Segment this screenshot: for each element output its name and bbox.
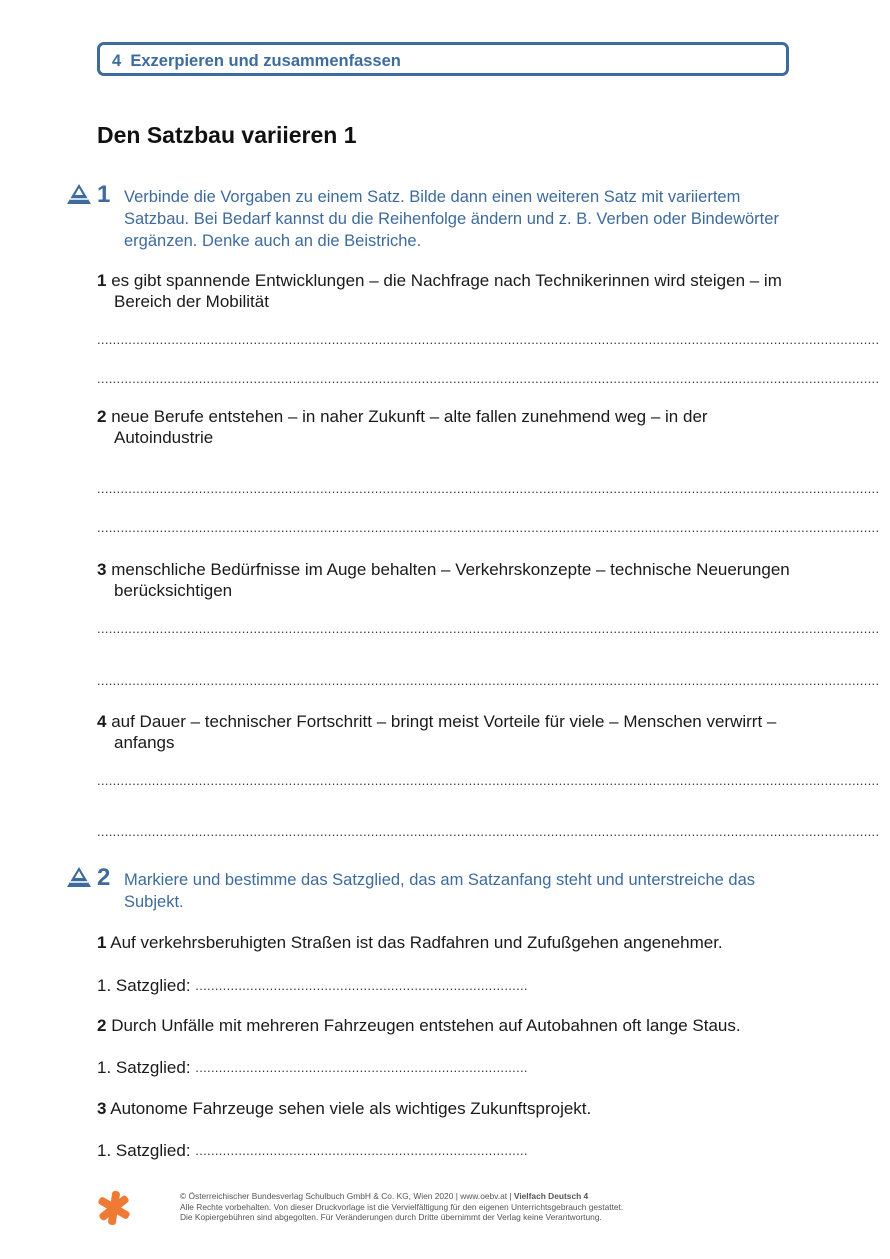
task-2-instruction: Markiere und bestimme das Satzglied, das am Satzanfang steht und unterstreiche das Subjekt. xyxy=(124,871,756,911)
satzglied-answer-1 xyxy=(97,975,528,996)
item-text: es gibt spannende Entwicklungen – die Nachfrage nach Technikerinnen wird steigen – im Bereich der Mobilität xyxy=(111,271,782,311)
level-triangle-icon xyxy=(66,866,92,888)
item-text: Durch Unfälle mit mehreren Fahrzeugen entstehen auf Autobahnen oft lange Staus. xyxy=(111,1016,741,1035)
chapter-number: 4 xyxy=(112,52,122,70)
task-2-number: 2 xyxy=(97,864,111,891)
answer-line[interactable]: ........................................................................................................................................................................................................ xyxy=(97,673,880,688)
satzglied-label: 1. Satzglied: xyxy=(97,976,191,995)
task-2-item-2 xyxy=(97,1015,797,1036)
item-number: 2 xyxy=(97,407,107,426)
item-text: Auf verkehrsberuhigten Straßen ist das Radfahren und Zufußgehen angenehmer. xyxy=(110,933,723,952)
footer-book-title: Vielfach Deutsch 4 xyxy=(513,1191,589,1201)
footer-copyright: © Österreichischer Bundesverlag Schulbuch GmbH & Co. KG, Wien 2020 | www.oebv.at | xyxy=(180,1191,512,1201)
answer-line[interactable]: ........................................................................................................................................................................................................ xyxy=(97,824,880,839)
item-number: 4 xyxy=(97,712,107,731)
satzglied-answer-3 xyxy=(97,1140,528,1161)
satzglied-answer-2 xyxy=(97,1057,528,1078)
item-number: 1 xyxy=(97,271,107,290)
task-1-item-1 xyxy=(97,270,797,312)
satzglied-label: 1. Satzglied: xyxy=(97,1058,191,1077)
item-number: 3 xyxy=(97,560,107,579)
answer-line[interactable]: ........................................................................................................................................................................................................ xyxy=(97,481,880,496)
satzglied-input[interactable]: ..................................................................................... xyxy=(195,1060,528,1075)
item-text: Autonome Fahrzeuge sehen viele als wichtiges Zukunftsprojekt. xyxy=(110,1099,592,1118)
level-triangle-icon xyxy=(66,183,92,205)
answer-line[interactable]: ........................................................................................................................................................................................................ xyxy=(97,371,880,386)
task-2-item-1 xyxy=(97,932,797,953)
oebv-asterisk-logo xyxy=(96,1190,132,1226)
task-1-item-2 xyxy=(97,406,797,448)
page-title: Den Satzbau variieren 1 xyxy=(97,122,357,148)
chapter-header xyxy=(97,42,789,76)
answer-line[interactable]: ........................................................................................................................................................................................................ xyxy=(97,520,880,535)
answer-line[interactable]: ........................................................................................................................................................................................................ xyxy=(97,332,880,347)
item-text: auf Dauer – technischer Fortschritt – bringt meist Vorteile für viele – Menschen verwirrt – anfangs xyxy=(111,712,777,752)
footer-rights-1: Alle Rechte vorbehalten. Von dieser Druckvorlage ist die Vervielfältigung für den eigenen Unterrichtsgebrauch gestattet. xyxy=(180,1201,624,1212)
satzglied-input[interactable]: ..................................................................................... xyxy=(195,1143,528,1158)
footer-legal xyxy=(180,1191,780,1223)
task-1-number: 1 xyxy=(97,181,111,208)
task-1-item-4 xyxy=(97,711,797,753)
chapter-heading xyxy=(112,52,401,71)
item-number: 3 xyxy=(97,1099,107,1118)
item-number: 1 xyxy=(97,933,107,952)
item-number: 2 xyxy=(97,1016,107,1035)
answer-line[interactable]: ........................................................................................................................................................................................................ xyxy=(97,773,880,788)
task-1-item-3 xyxy=(97,559,797,601)
chapter-title: Exzerpieren und zusammenfassen xyxy=(130,52,401,70)
footer-rights-2: Die Kopiergebühren sind abgegolten. Für Veränderungen durch Dritte übernimmt der Verlag keine Verantwortung. xyxy=(180,1212,602,1222)
satzglied-label: 1. Satzglied: xyxy=(97,1141,191,1160)
task-2-item-3 xyxy=(97,1098,797,1119)
satzglied-input[interactable]: ..................................................................................... xyxy=(195,978,528,993)
item-text: menschliche Bedürfnisse im Auge behalten – Verkehrskonzepte – technische Neuerungen berücksichtigen xyxy=(111,560,790,600)
task-1-instruction: Verbinde die Vorgaben zu einem Satz. Bilde dann einen weiteren Satz mit variiertem Satzbau. Bei Bedarf kannst du die Reihenfolge ändern und z. B. Verben oder Bindewörter ergänzen. Denke auch an die Beistriche. xyxy=(124,188,779,250)
item-text: neue Berufe entstehen – in naher Zukunft – alte fallen zunehmend weg – in der Autoindustrie xyxy=(111,407,708,447)
answer-line[interactable]: ........................................................................................................................................................................................................ xyxy=(97,621,880,636)
